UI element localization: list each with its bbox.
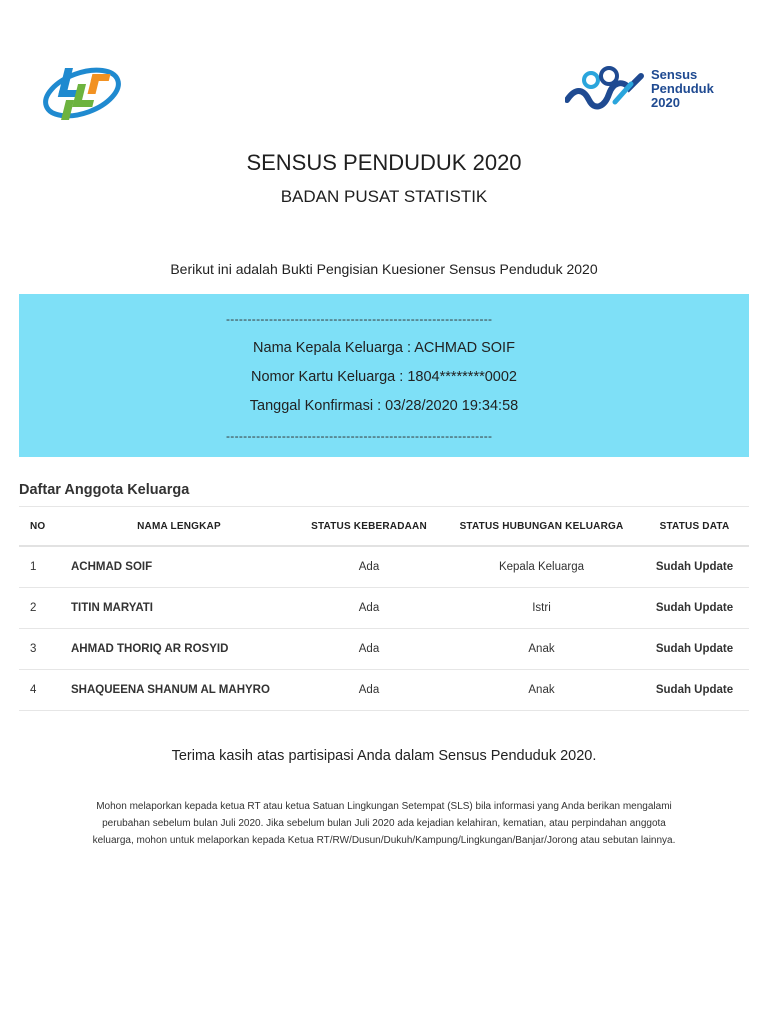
- row-keberadaan: Ada: [358, 602, 380, 614]
- page-subtitle: BADAN PUSAT STATISTIK: [280, 187, 488, 206]
- header-status-hubungan: STATUS HUBUNGAN KELUARGA: [459, 520, 624, 532]
- header-nama-lengkap: NAMA LENGKAP: [137, 520, 221, 532]
- top-divider: --------------------------------------------------------------: [226, 312, 493, 326]
- table-header: [19, 507, 749, 547]
- bps-logo-icon: [40, 60, 124, 126]
- header-status-data: STATUS DATA: [659, 520, 730, 532]
- nama-kepala-keluarga: Nama Kepala Keluarga : ACHMAD SOIF: [253, 340, 515, 356]
- row-status-data: Sudah Update: [655, 561, 734, 573]
- row-no: 2: [30, 602, 37, 614]
- nomor-kartu-keluarga: Nomor Kartu Keluarga : 1804********0002: [250, 369, 517, 385]
- row-no: 3: [30, 643, 37, 655]
- notice-line-2: perubahan sebelum bulan Juli 2020. Jika sebelum bulan Juli 2020 ada kejadian kelahiran, kematian, atau perpindahan anggota: [102, 818, 666, 829]
- notice-line-3: keluarga, mohon untuk melaporkan kepada Ketua RT/RW/Dusun/Dukuh/Kampung/Lingkungan/Banjar/Jorong atau sebutan lainnya.: [92, 835, 676, 846]
- tanggal-konfirmasi: Tanggal Konfirmasi : 03/28/2020 19:34:58: [249, 398, 519, 414]
- row-nama: SHAQUEENA SHANUM AL MAHYRO: [71, 684, 270, 696]
- intro-text: Berikut ini adalah Bukti Pengisian Kuesioner Sensus Penduduk 2020: [170, 261, 598, 277]
- row-hubungan: Anak: [528, 684, 555, 696]
- row-status-data: Sudah Update: [655, 643, 734, 655]
- sp-logo-line-2: Penduduk: [651, 81, 714, 96]
- sensus-penduduk-mark-icon: [565, 66, 645, 112]
- row-hubungan: Anak: [528, 643, 555, 655]
- sp-logo-line-1: Sensus: [651, 67, 698, 82]
- table-row: [19, 547, 749, 588]
- row-hubungan: Kepala Keluarga: [498, 561, 585, 573]
- page-title: SENSUS PENDUDUK 2020: [246, 150, 522, 175]
- sp-logo-line-3: 2020: [651, 95, 680, 110]
- row-nama: AHMAD THORIQ AR ROSYID: [71, 643, 229, 655]
- row-keberadaan: Ada: [358, 643, 380, 655]
- row-nama: ACHMAD SOIF: [71, 561, 153, 573]
- thank-you-text: Terima kasih atas partisipasi Anda dalam Sensus Penduduk 2020.: [171, 748, 597, 764]
- header-no: NO: [30, 520, 46, 532]
- notice-line-1: Mohon melaporkan kepada ketua RT atau ketua Satuan Lingkungan Setempat (SLS) bila informasi yang Anda berikan mengalami: [96, 801, 672, 812]
- row-status-data: Sudah Update: [655, 684, 734, 696]
- bottom-divider: --------------------------------------------------------------: [226, 429, 493, 443]
- table-row: [19, 670, 749, 711]
- row-hubungan: Istri: [532, 602, 551, 614]
- row-nama: TITIN MARYATI: [71, 602, 153, 614]
- row-keberadaan: Ada: [358, 561, 380, 573]
- table-row: [19, 588, 749, 629]
- row-status-data: Sudah Update: [655, 602, 734, 614]
- family-members-table: [19, 506, 749, 711]
- notice-text: [30, 798, 738, 849]
- row-no: 1: [30, 561, 37, 573]
- sensus-penduduk-logo: [565, 64, 735, 114]
- row-no: 4: [30, 684, 37, 696]
- row-keberadaan: Ada: [358, 684, 380, 696]
- header-status-keberadaan: STATUS KEBERADAAN: [311, 520, 427, 532]
- confirmation-info-box: [19, 294, 749, 457]
- section-title: Daftar Anggota Keluarga: [19, 482, 190, 498]
- table-row: [19, 629, 749, 670]
